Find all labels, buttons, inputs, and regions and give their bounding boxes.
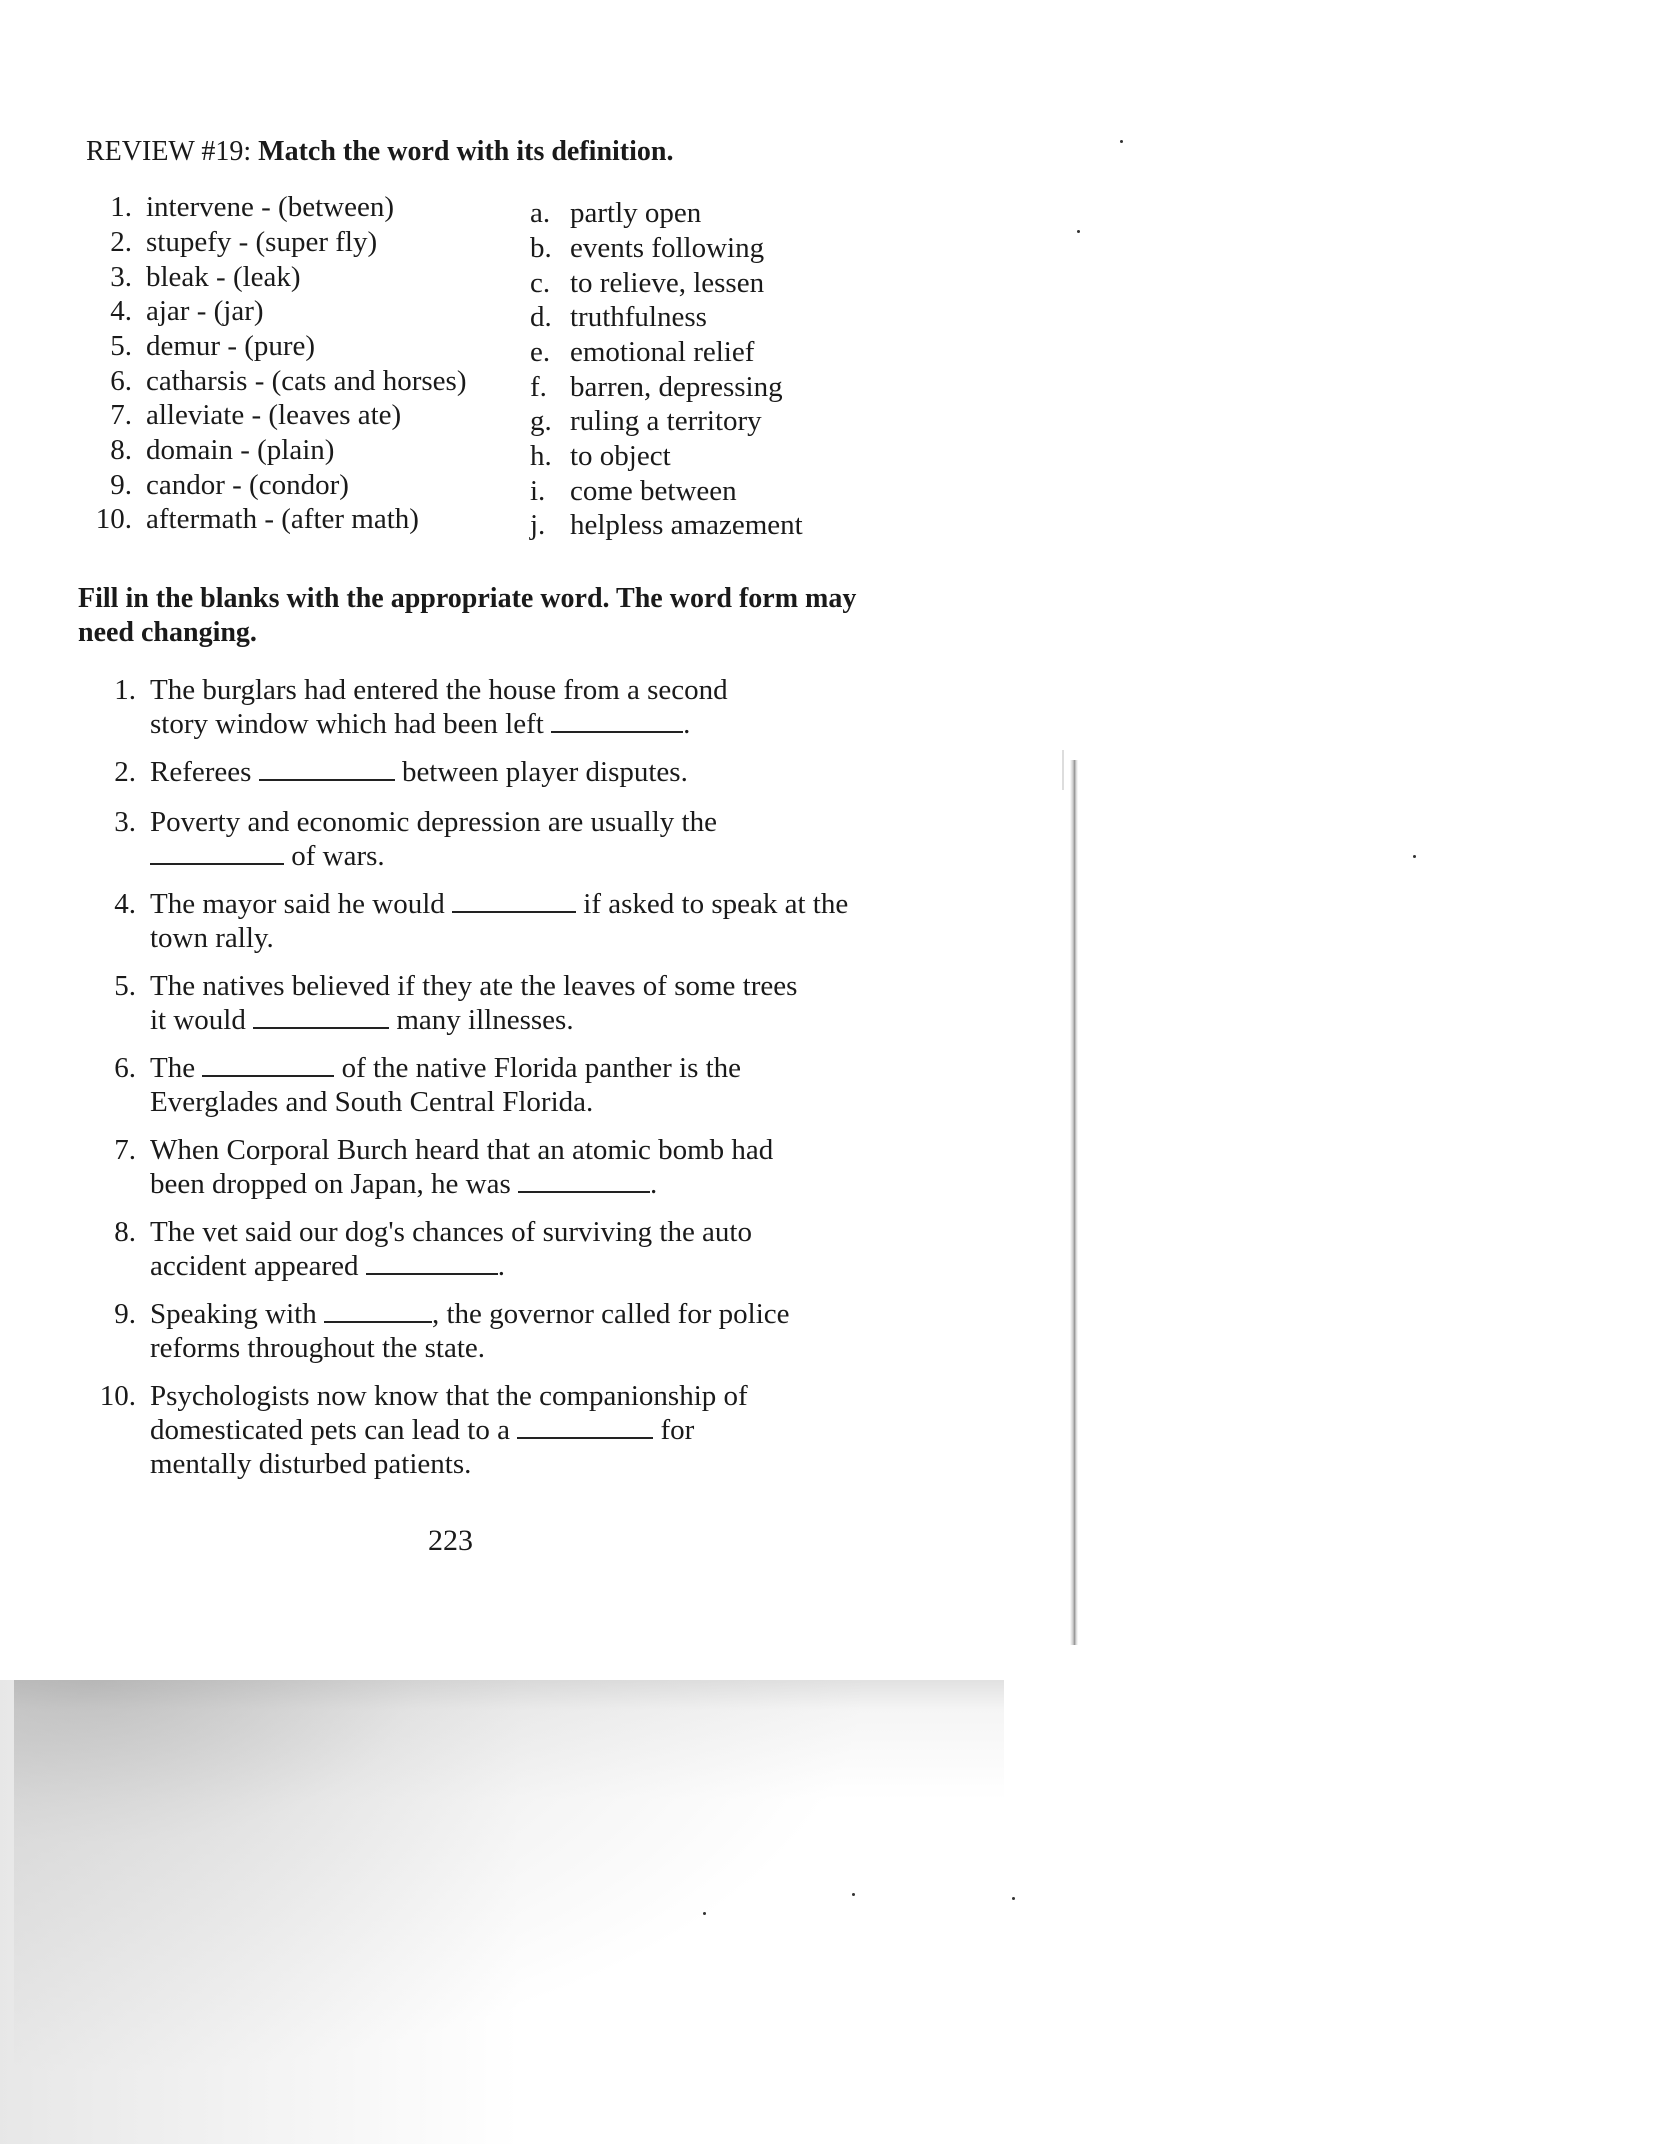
word-item: 8. domain - (plain) xyxy=(110,434,335,466)
definition-item: h. to object xyxy=(530,440,671,472)
speck xyxy=(703,1912,706,1915)
fill-in-heading: Fill in the blanks with the appropriate word. The word form may need changing. xyxy=(78,583,857,648)
word-item: 6. catharsis - (cats and horses) xyxy=(110,365,467,397)
word-item: 5. demur - (pure) xyxy=(110,330,316,362)
word-item: 10. aftermath - (after math) xyxy=(95,503,419,535)
speck xyxy=(1012,1897,1015,1900)
page-number: 223 xyxy=(428,1524,473,1557)
answer-blank[interactable] xyxy=(366,1251,498,1275)
answer-blank[interactable] xyxy=(150,841,284,865)
speck xyxy=(1413,855,1416,858)
review-tag: REVIEW #19: xyxy=(86,136,252,167)
definition-item: b. events following xyxy=(530,232,765,264)
answer-blank[interactable] xyxy=(324,1299,432,1323)
binder-edge-faint xyxy=(1062,750,1064,790)
definition-item: e. emotional relief xyxy=(530,336,755,368)
definition-item: d. truthfulness xyxy=(530,301,707,333)
definition-item: a. partly open xyxy=(530,197,702,229)
speck xyxy=(1120,140,1123,143)
definition-item: f. barren, depressing xyxy=(530,371,783,403)
review-instruction: Match the word with its definition. xyxy=(258,136,674,167)
answer-blank[interactable] xyxy=(253,1005,389,1029)
word-item: 1. intervene - (between) xyxy=(110,191,394,223)
answer-blank[interactable] xyxy=(259,757,395,781)
word-item: 3. bleak - (leak) xyxy=(110,261,301,293)
definition-item: g. ruling a territory xyxy=(530,405,762,437)
answer-blank[interactable] xyxy=(202,1053,334,1077)
speck xyxy=(852,1893,855,1896)
answer-blank[interactable] xyxy=(452,889,576,913)
word-item: 9. candor - (condor) xyxy=(110,469,349,501)
worksheet-page: REVIEW #19: Match the word with its definition. 1. intervene - (between) 2. stupefy - (super fly) 3. bleak - (leak) 4. ajar - (jar) 5. demur - (pure) 6. catharsis - (cats and horses) 7. alleviate - (leaves ate) 8. domain - (plain) 9. candor - (condor) 10. aftermath - (after math) a. partly open b. events following c. to relieve, lessen d. truthfulness e. emotional relief f. barren, depressing g. ruling a territory h. to object i. come between j. helpless amazement Fill in the blanks with the appropriate word. The word form may need changing. 1. The burglars had entered the house from a second story window which had been left . 2. Referees between player disputes. 3. Poverty and economic depression are usually the of wars. 4. The mayor said he would if asked to speak at the town rally. 5. The natives believed if they ate the leaves of some trees it would many illnesses. 6. The of the native Florida panther is the Everglades and South Central Florida. 7. When Corporal Burch heard that an atomic bomb had been dropped on Japan, he was . 8. The vet said our dog's chances of surviving the auto accident appeared . 9. Speaking with , the governor called for police reforms throughout the state. 10. Psychologists now know that the companionship of domesticated pets can lead to a for mentally disturbed patients. 223 xyxy=(0,0,1664,2144)
scan-shadow-left xyxy=(0,1680,520,2144)
definition-item: c. to relieve, lessen xyxy=(530,267,765,299)
binder-edge xyxy=(1070,760,1078,1645)
definition-item: i. come between xyxy=(530,475,737,507)
answer-blank[interactable] xyxy=(551,709,683,733)
definition-item: j. helpless amazement xyxy=(530,509,803,541)
word-item: 4. ajar - (jar) xyxy=(110,295,264,327)
speck xyxy=(1077,230,1080,233)
review-heading xyxy=(86,136,673,168)
answer-blank[interactable] xyxy=(518,1169,650,1193)
word-item: 2. stupefy - (super fly) xyxy=(110,226,378,258)
answer-blank[interactable] xyxy=(517,1415,653,1439)
word-item: 7. alleviate - (leaves ate) xyxy=(110,399,402,431)
